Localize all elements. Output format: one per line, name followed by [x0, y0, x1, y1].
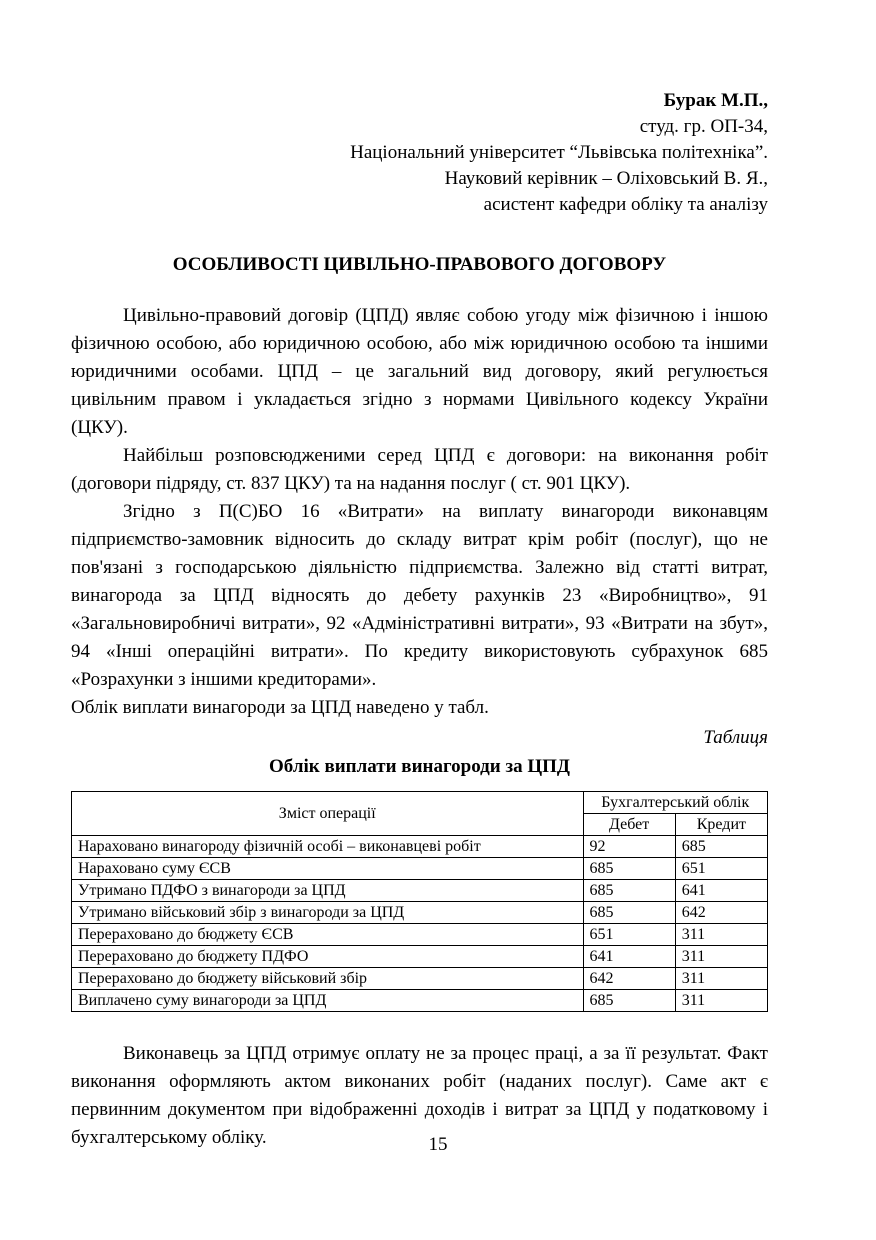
operation-cell: Нараховано суму ЄСВ [72, 858, 584, 880]
table-header-row [72, 792, 768, 814]
closing-paragraph: Виконавець за ЦПД отримує оплату не за процес праці, а за її результат. Факт виконання оформляють актом виконаних робіт (наданих послуг). Саме акт є первинним документом при відображенні доходів і витрат за ЦПД у податковому і бухгалтерському обліку. [71, 1043, 768, 1148]
debit-cell: 641 [583, 946, 675, 968]
table-row [72, 902, 768, 924]
page-number: 15 [428, 1134, 448, 1155]
supervisor-position: асистент кафедри обліку та аналізу [483, 194, 768, 215]
table-row [72, 858, 768, 880]
table-title: Облік виплати винагороди за ЦПД [269, 756, 570, 777]
header-content: Зміст операції [72, 792, 584, 836]
paragraph: Найбільш розповсюдженими серед ЦПД є договори: на виконання робіт (договори підряду, ст. 837 ЦКУ) та на надання послуг ( ст. 901 ЦКУ). [71, 445, 768, 494]
document-page [71, 88, 768, 1152]
debit-cell: 685 [583, 990, 675, 1012]
debit-cell: 685 [583, 880, 675, 902]
table-row [72, 924, 768, 946]
accounting-table [71, 791, 768, 1012]
operation-cell: Перераховано до бюджету ПДФО [72, 946, 584, 968]
credit-cell: 311 [675, 924, 767, 946]
paragraph: Згідно з П(С)БО 16 «Витрати» на виплату винагороди виконавцям підприємство-замовник відносить до складу витрат крім робіт (послуг), що не пов'язані з господарською діяльністю підприємства. Залежно від статті витрат, винагорода за ЦПД відносять до дебету рахунків 23 «Виробництво», 91 «Загальновиробничі витрати», 92 «Адміністративні витрати», 93 «Витрати на збут», 94 «Інші операційні витрати». По кредиту використовують субрахунок 685 «Розрахунки з іншими кредиторами». [71, 501, 768, 690]
supervisor: Науковий керівник – Оліховський В. Я., [444, 168, 768, 189]
table-row [72, 968, 768, 990]
table-row [72, 946, 768, 968]
table-row [72, 880, 768, 902]
credit-cell: 651 [675, 858, 767, 880]
debit-cell: 685 [583, 858, 675, 880]
operation-cell: Перераховано до бюджету ЄСВ [72, 924, 584, 946]
credit-cell: 642 [675, 902, 767, 924]
operation-cell: Перераховано до бюджету військовий збір [72, 968, 584, 990]
table-row [72, 836, 768, 858]
article-title: ОСОБЛИВОСТІ ЦИВІЛЬНО-ПРАВОВОГО ДОГОВОРУ [172, 254, 667, 275]
debit-cell: 642 [583, 968, 675, 990]
table-row [72, 990, 768, 1012]
debit-cell: 685 [583, 902, 675, 924]
author-university: Національний університет “Львівська політехніка”. [350, 142, 768, 163]
credit-cell: 685 [675, 836, 767, 858]
author-group: студ. гр. ОП-34, [639, 116, 768, 137]
article-body [71, 302, 768, 722]
table-label: Таблиця [703, 727, 768, 748]
debit-cell: 651 [583, 924, 675, 946]
operation-cell: Виплачено суму винагороди за ЦПД [72, 990, 584, 1012]
operation-cell: Нараховано винагороду фізичній особі – виконавцеві робіт [72, 836, 584, 858]
paragraph: Цивільно-правовий договір (ЦПД) являє собою угоду між фізичною і іншою фізичною особою, або юридичною особою, або між юридичною особою та іншими юридичними особами. ЦПД – це загальний вид договору, який регулюється цивільним правом і укладається згідно з нормами Цивільного кодексу України (ЦКУ). [71, 305, 768, 438]
credit-cell: 641 [675, 880, 767, 902]
header-debit: Дебет [583, 814, 675, 836]
credit-cell: 311 [675, 946, 767, 968]
author-block [71, 88, 768, 218]
operation-cell: Утримано військовий збір з винагороди за ЦПД [72, 902, 584, 924]
table-intro: Облік виплати винагороди за ЦПД наведено у табл. [71, 697, 489, 718]
author-name: Бурак М.П., [663, 90, 768, 111]
credit-cell: 311 [675, 990, 767, 1012]
operation-cell: Утримано ПДФО з винагороди за ЦПД [72, 880, 584, 902]
header-credit: Кредит [675, 814, 767, 836]
debit-cell: 92 [583, 836, 675, 858]
header-accounting: Бухгалтерський облік [583, 792, 767, 814]
credit-cell: 311 [675, 968, 767, 990]
